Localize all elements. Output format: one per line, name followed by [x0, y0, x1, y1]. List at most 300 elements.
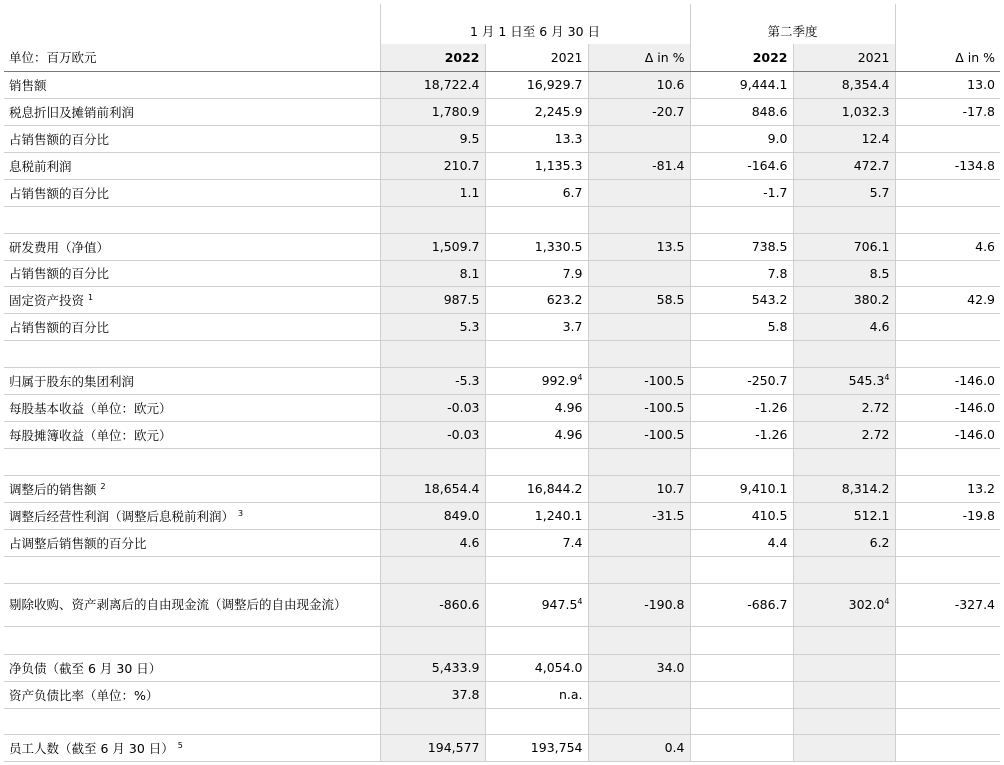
row-label-text: 调整后经营性利润（调整后息税前利润）: [9, 508, 235, 524]
cell-value: 0.4: [664, 740, 685, 755]
cell-value: -100.5: [644, 400, 685, 415]
cell-value: 193,754: [530, 740, 583, 755]
cell-value: 9,444.1: [739, 77, 788, 92]
cell-value: 16,844.2: [526, 481, 583, 496]
cell-value: 1,240.1: [534, 508, 583, 523]
cell-q2-2022: [690, 734, 793, 761]
row-label: [4, 152, 380, 179]
footnote-marker: 4: [884, 372, 890, 382]
cell-h1-2022: [380, 421, 485, 448]
row-label: [4, 394, 380, 421]
cell-h1-delta: [588, 233, 690, 260]
cell-value: n.a.: [558, 687, 583, 702]
spacer-cell: [4, 340, 380, 367]
spacer-cell: [4, 556, 380, 583]
cell-value: -164.6: [747, 158, 788, 173]
table-row: [4, 734, 1000, 761]
cell-q2-delta: [895, 583, 1000, 626]
spacer-cell: [588, 708, 690, 734]
cell-q2-2022: [690, 475, 793, 502]
cell-value: 4.6: [975, 239, 996, 254]
cell-q2-delta: [895, 313, 1000, 340]
spacer-cell: [793, 556, 895, 583]
cell-value: 1,032.3: [841, 104, 890, 119]
cell-h1-2021: [485, 654, 588, 681]
spacer-cell: [895, 340, 1000, 367]
row-label-text: 占调整后销售额的百分比: [9, 535, 147, 551]
row-label: [4, 260, 380, 286]
cell-value: 7.4: [562, 535, 583, 550]
cell-value: 5.3: [459, 319, 480, 334]
cell-value: 738.5: [751, 239, 788, 254]
row-label: [4, 233, 380, 260]
table-row: [4, 654, 1000, 681]
footnote-marker: 2: [100, 481, 106, 491]
cell-q2-2021: [793, 367, 895, 394]
cell-h1-2021: [485, 179, 588, 206]
cell-value: 34.0: [656, 660, 685, 675]
cell-value: -686.7: [747, 597, 788, 612]
footnote-marker: 4: [884, 596, 890, 606]
row-label-text: 每股基本收益（单位：欧元）: [9, 400, 172, 416]
cell-h1-2022: [380, 98, 485, 125]
cell-h1-delta: [588, 260, 690, 286]
cell-q2-2021: [793, 475, 895, 502]
cell-q2-2021: [793, 98, 895, 125]
table-row: [4, 179, 1000, 206]
cell-h1-2022: [380, 260, 485, 286]
cell-q2-delta: [895, 98, 1000, 125]
cell-h1-2022: [380, 125, 485, 152]
spacer-cell: [793, 340, 895, 367]
cell-q2-delta: [895, 654, 1000, 681]
col-header-q2-2022: 2022: [690, 44, 793, 71]
cell-value: -860.6: [439, 597, 480, 612]
table-row: [4, 681, 1000, 708]
row-label-text: 资产负债比率（单位：%）: [9, 687, 159, 703]
spacer-cell: [588, 626, 690, 654]
period-h1-header: 1 月 1 日至 6 月 30 日: [380, 4, 690, 44]
cell-value: 1,509.7: [431, 239, 480, 254]
cell-value: 9.5: [459, 131, 480, 146]
cell-value: 4,054.0: [534, 660, 583, 675]
cell-h1-2021: [485, 502, 588, 529]
cell-q2-2022: [690, 125, 793, 152]
cell-h1-2022: [380, 367, 485, 394]
cell-value: 7.8: [767, 265, 788, 281]
cell-value: -134.8: [954, 158, 996, 173]
row-label-text: 占销售额的百分比: [9, 266, 110, 281]
cell-h1-delta: [588, 529, 690, 556]
cell-value: 5,433.9: [431, 660, 480, 675]
table-row: [4, 260, 1000, 286]
cell-q2-2021: [793, 583, 895, 626]
cell-value: 947.5: [541, 597, 578, 612]
cell-value: 7.9: [562, 265, 583, 281]
cell-h1-2022: [380, 394, 485, 421]
cell-value: 623.2: [546, 292, 583, 307]
cell-h1-2021: [485, 583, 588, 626]
cell-h1-2021: [485, 260, 588, 286]
cell-h1-2021: [485, 529, 588, 556]
cell-value: 194,577: [427, 740, 480, 755]
table-row: [4, 394, 1000, 421]
cell-value: 18,654.4: [423, 481, 480, 496]
spacer-cell: [380, 708, 485, 734]
cell-q2-2022: [690, 583, 793, 626]
spacer-cell: [485, 708, 588, 734]
cell-value: 13.2: [967, 481, 996, 496]
cell-value: -17.8: [962, 104, 996, 119]
cell-value: 16,929.7: [526, 77, 583, 92]
cell-value: -327.4: [954, 597, 996, 612]
cell-h1-2022: [380, 71, 485, 98]
cell-value: 848.6: [751, 104, 788, 119]
table-row: [4, 125, 1000, 152]
cell-q2-2021: [793, 681, 895, 708]
cell-h1-delta: [588, 125, 690, 152]
cell-value: -1.26: [755, 427, 788, 442]
spacer-cell: [895, 626, 1000, 654]
row-label: [4, 475, 380, 502]
table-row: [4, 313, 1000, 340]
cell-value: 849.0: [443, 508, 480, 523]
cell-value: 302.0: [848, 597, 885, 612]
cell-q2-delta: [895, 475, 1000, 502]
cell-h1-2021: [485, 734, 588, 761]
cell-value: -190.8: [644, 597, 685, 612]
row-label: [4, 734, 380, 761]
cell-value: 6.7: [562, 185, 583, 200]
table-row: [4, 502, 1000, 529]
cell-h1-2021: [485, 152, 588, 179]
cell-value: -250.7: [747, 373, 788, 388]
cell-h1-delta: [588, 152, 690, 179]
cell-q2-2021: [793, 502, 895, 529]
spacer-cell: [588, 448, 690, 475]
col-header-q2-2021: 2021: [793, 44, 895, 71]
cell-h1-2022: [380, 583, 485, 626]
cell-h1-2022: [380, 179, 485, 206]
cell-value: 543.2: [751, 292, 788, 307]
cell-q2-2021: [793, 421, 895, 448]
spacer-cell: [690, 206, 793, 233]
cell-h1-2022: [380, 734, 485, 761]
cell-h1-2021: [485, 681, 588, 708]
cell-value: 13.0: [967, 77, 996, 92]
row-label: [4, 125, 380, 152]
cell-value: 9.0: [767, 131, 788, 146]
footnote-marker: 1: [88, 292, 94, 302]
cell-value: 37.8: [451, 687, 480, 702]
cell-value: 10.6: [656, 77, 685, 92]
cell-q2-delta: [895, 179, 1000, 206]
cell-h1-2021: [485, 286, 588, 313]
row-label-text: 税息折旧及摊销前利润: [9, 104, 135, 120]
cell-q2-2022: [690, 681, 793, 708]
spacer-cell: [4, 448, 380, 475]
cell-value: -1.26: [755, 400, 788, 415]
cell-value: 58.5: [656, 292, 685, 307]
cell-q2-2022: [690, 313, 793, 340]
cell-q2-2021: [793, 734, 895, 761]
cell-value: 2,245.9: [534, 104, 583, 119]
row-label-text: 研发费用（净值）: [9, 239, 110, 255]
cell-q2-delta: [895, 286, 1000, 313]
cell-h1-2022: [380, 654, 485, 681]
cell-q2-2022: [690, 71, 793, 98]
spacer-cell: [380, 206, 485, 233]
cell-value: -31.5: [652, 508, 685, 523]
table-row: [4, 233, 1000, 260]
row-label: [4, 681, 380, 708]
cell-q2-2021: [793, 233, 895, 260]
cell-h1-2022: [380, 286, 485, 313]
period-header-row: [4, 4, 1000, 44]
cell-h1-delta: [588, 475, 690, 502]
cell-q2-delta: [895, 233, 1000, 260]
cell-q2-2022: [690, 529, 793, 556]
spacer-cell: [690, 556, 793, 583]
cell-value: 1,780.9: [431, 104, 480, 119]
cell-q2-delta: [895, 152, 1000, 179]
cell-h1-delta: [588, 179, 690, 206]
col-header-h1-2022: 2022: [380, 44, 485, 71]
spacer-cell: [895, 708, 1000, 734]
cell-q2-2022: [690, 367, 793, 394]
spacer-cell: [380, 626, 485, 654]
period-q2-header: 第二季度: [690, 4, 895, 44]
row-label: [4, 71, 380, 98]
cell-value: 1,135.3: [534, 158, 583, 173]
cell-value: 4.96: [554, 427, 583, 442]
spacer-cell: [4, 206, 380, 233]
cell-value: 210.7: [443, 158, 480, 173]
cell-h1-delta: [588, 98, 690, 125]
cell-value: 8.5: [869, 265, 890, 281]
cell-q2-delta: [895, 734, 1000, 761]
cell-value: 706.1: [853, 239, 890, 254]
cell-value: 4.6: [869, 319, 890, 334]
cell-value: 3.7: [562, 319, 583, 334]
spacer-cell: [690, 708, 793, 734]
spacer-row: [4, 206, 1000, 233]
cell-value: 512.1: [853, 508, 890, 523]
cell-h1-2022: [380, 475, 485, 502]
cell-value: -146.0: [954, 400, 996, 415]
spacer-cell: [485, 340, 588, 367]
spacer-cell: [793, 708, 895, 734]
cell-q2-2022: [690, 421, 793, 448]
cell-q2-delta: [895, 71, 1000, 98]
row-label-text: 占销售额的百分比: [9, 319, 110, 335]
cell-value: -81.4: [652, 158, 685, 173]
cell-value: -146.0: [954, 427, 996, 442]
cell-value: -20.7: [652, 104, 685, 119]
col-header-h1-delta: Δ in %: [588, 44, 690, 71]
cell-value: 2.72: [861, 427, 890, 442]
cell-value: 8,314.2: [841, 481, 890, 496]
row-label-text: 剔除收购、资产剥离后的自由现金流（调整后的自由现金流）: [9, 597, 347, 612]
cell-q2-2022: [690, 233, 793, 260]
row-label-text: 息税前利润: [9, 158, 72, 174]
cell-q2-delta: [895, 125, 1000, 152]
cell-q2-2021: [793, 125, 895, 152]
table-row: [4, 421, 1000, 448]
spacer-cell: [380, 340, 485, 367]
row-label-text: 固定资产投资: [9, 292, 85, 308]
cell-value: 1,330.5: [534, 239, 583, 254]
spacer-row: [4, 556, 1000, 583]
cell-h1-delta: [588, 394, 690, 421]
unit-label: 单位：百万欧元: [4, 44, 380, 71]
cell-q2-delta: [895, 421, 1000, 448]
cell-h1-delta: [588, 286, 690, 313]
cell-value: 4.96: [554, 400, 583, 415]
cell-q2-2022: [690, 654, 793, 681]
cell-h1-2022: [380, 313, 485, 340]
cell-q2-2021: [793, 152, 895, 179]
cell-value: 992.9: [541, 373, 578, 388]
cell-value: 6.2: [869, 535, 890, 550]
spacer-row: [4, 340, 1000, 367]
cell-q2-2022: [690, 152, 793, 179]
footnote-marker: 4: [577, 372, 583, 382]
spacer-cell: [690, 340, 793, 367]
cell-q2-delta: [895, 529, 1000, 556]
cell-value: 4.6: [459, 535, 480, 550]
cell-value: -100.5: [644, 427, 685, 442]
cell-q2-2021: [793, 394, 895, 421]
cell-value: 987.5: [443, 292, 480, 307]
cell-q2-2022: [690, 260, 793, 286]
cell-value: -146.0: [954, 373, 996, 388]
spacer-cell: [793, 206, 895, 233]
column-header-row: [4, 44, 1000, 71]
cell-h1-2021: [485, 98, 588, 125]
cell-q2-2021: [793, 71, 895, 98]
spacer-cell: [690, 626, 793, 654]
row-label: [4, 502, 380, 529]
cell-h1-2021: [485, 475, 588, 502]
cell-h1-2022: [380, 681, 485, 708]
spacer-cell: [793, 626, 895, 654]
cell-h1-2022: [380, 502, 485, 529]
col-header-q2-delta: Δ in %: [895, 44, 1000, 71]
cell-q2-2021: [793, 654, 895, 681]
row-label: [4, 421, 380, 448]
table-row: [4, 152, 1000, 179]
row-label: [4, 367, 380, 394]
footnote-marker: 5: [177, 740, 183, 750]
cell-q2-2021: [793, 529, 895, 556]
spacer-cell: [380, 448, 485, 475]
cell-value: -0.03: [447, 400, 480, 415]
spacer-cell: [793, 448, 895, 475]
cell-q2-2021: [793, 260, 895, 286]
cell-value: 5.7: [869, 185, 890, 200]
cell-h1-2021: [485, 71, 588, 98]
cell-value: 472.7: [853, 158, 890, 173]
row-label-text: 调整后的销售额: [9, 481, 97, 497]
cell-q2-delta: [895, 681, 1000, 708]
cell-value: 380.2: [853, 292, 890, 307]
table-row: [4, 367, 1000, 394]
cell-q2-2021: [793, 286, 895, 313]
cell-h1-delta: [588, 71, 690, 98]
cell-q2-2021: [793, 313, 895, 340]
spacer-cell: [485, 556, 588, 583]
cell-h1-2022: [380, 233, 485, 260]
cell-value: -100.5: [644, 373, 685, 388]
table-row: [4, 583, 1000, 626]
cell-q2-delta: [895, 502, 1000, 529]
spacer-cell: [4, 626, 380, 654]
row-label: [4, 583, 380, 626]
cell-q2-delta: [895, 367, 1000, 394]
cell-h1-delta: [588, 313, 690, 340]
row-label: [4, 529, 380, 556]
col-header-h1-2021: 2021: [485, 44, 588, 71]
cell-value: 5.8: [767, 319, 788, 334]
table-row: [4, 98, 1000, 125]
cell-value: 13.3: [554, 131, 583, 146]
cell-q2-2022: [690, 286, 793, 313]
table-row: [4, 529, 1000, 556]
spacer-cell: [485, 448, 588, 475]
cell-value: -5.3: [455, 373, 480, 388]
table-row: [4, 475, 1000, 502]
cell-q2-delta: [895, 260, 1000, 286]
cell-q2-2022: [690, 179, 793, 206]
row-label: [4, 179, 380, 206]
cell-value: 42.9: [967, 292, 996, 307]
cell-h1-delta: [588, 367, 690, 394]
cell-value: 18,722.4: [423, 77, 480, 92]
spacer-cell: [485, 206, 588, 233]
cell-q2-delta: [895, 394, 1000, 421]
spacer-row: [4, 708, 1000, 734]
cell-h1-2022: [380, 529, 485, 556]
spacer-cell: [4, 708, 380, 734]
cell-value: -0.03: [447, 427, 480, 442]
row-label-text: 每股摊簿收益（单位：欧元）: [9, 427, 172, 443]
cell-value: 1.1: [459, 185, 480, 200]
cell-h1-delta: [588, 583, 690, 626]
cell-value: 2.72: [861, 400, 890, 415]
cell-value: 4.4: [767, 535, 788, 550]
cell-h1-delta: [588, 734, 690, 761]
cell-value: -19.8: [962, 508, 996, 523]
spacer-row: [4, 448, 1000, 475]
cell-h1-2021: [485, 394, 588, 421]
row-label-text: 销售额: [9, 77, 47, 93]
cell-value: 9,410.1: [739, 481, 788, 496]
cell-value: 8.1: [459, 265, 480, 281]
cell-h1-delta: [588, 421, 690, 448]
table-row: [4, 286, 1000, 313]
row-label-text: 归属于股东的集团利润: [9, 373, 135, 389]
spacer-cell: [588, 206, 690, 233]
cell-value: 12.4: [861, 131, 890, 146]
row-label: [4, 286, 380, 313]
cell-q2-2022: [690, 502, 793, 529]
cell-q2-2022: [690, 394, 793, 421]
row-label-text: 净负债（截至 6 月 30 日）: [9, 660, 162, 676]
cell-value: 10.7: [656, 481, 685, 496]
spacer-cell: [588, 556, 690, 583]
cell-h1-2021: [485, 421, 588, 448]
